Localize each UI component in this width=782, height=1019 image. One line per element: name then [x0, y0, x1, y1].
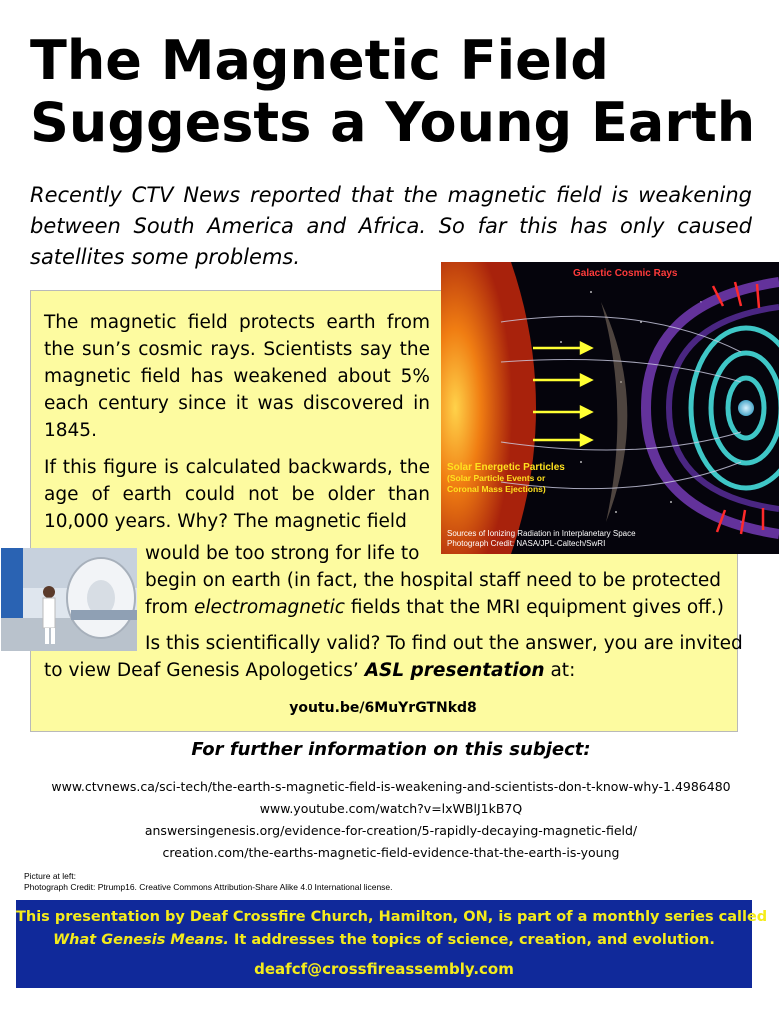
p2-line-3: from electromagnetic fields that the MRI equipment gives off.) — [145, 597, 725, 618]
image-caption-2: Photograph Credit: NASA/JPL-Caltech/SwRI — [447, 539, 606, 548]
credit-line-1: Picture at left: — [24, 871, 76, 881]
footer-line-2: What Genesis Means. It addresses the topics of science, creation, and evolution. — [53, 932, 715, 948]
asl-presentation-emphasis: ASL presentation — [364, 660, 545, 681]
further-info-heading: For further information on this subject: — [191, 739, 591, 760]
reference-link[interactable]: www.ctvnews.ca/sci-tech/the-earth-s-magnetic-field-is-weakening-and-scientists-don-t-know-why-1.4986480 — [51, 779, 731, 794]
footer-banner — [16, 900, 768, 988]
title-line-1: The Magnetic Field — [30, 29, 609, 92]
reference-link[interactable]: www.youtube.com/watch?v=lxWBlJ1kB7Q — [259, 801, 523, 816]
box-paragraph-3 — [44, 630, 744, 684]
cosmic-rays-image — [441, 262, 779, 554]
photo-credit — [24, 871, 393, 893]
footer-line-1: This presentation by Deaf Crossfire Church, Hamilton, ON, is part of a monthly series called — [16, 909, 768, 925]
title-line-2: Suggests a Young Earth — [30, 91, 756, 154]
youtube-link[interactable]: youtu.be/6MuYrGTNkd8 — [289, 700, 477, 716]
image-label-2: (Solar Particle Events or — [447, 473, 546, 483]
reference-links — [0, 776, 782, 864]
p3-line-2: to view Deaf Genesis Apologetics’ ASL presentation at: — [44, 660, 576, 681]
image-label-3: Coronal Mass Ejections) — [447, 484, 546, 494]
p3-line-1: Is this scientifically valid? To find out the answer, you are invited — [145, 633, 743, 654]
image-title: Galactic Cosmic Rays — [573, 268, 678, 279]
footer-email[interactable]: deafcf@crossfireassembly.com — [254, 960, 514, 978]
mri-photo — [1, 548, 137, 651]
intro-paragraph: Recently CTV News reported that the magnetic field is weakening between South America and Africa. So far this has only caused satellites some problems. — [30, 183, 752, 269]
reference-link[interactable]: answersingenesis.org/evidence-for-creation/5-rapidly-decaying-magnetic-field/ — [144, 823, 638, 838]
box-paragraph-2: If this figure is calculated backwards, the age of earth could not be older than 10,000 years. Why? The magnetic field — [44, 457, 430, 532]
box-paragraph-1: The magnetic field protects earth from the sun’s cosmic rays. Scientists say the magnetic field has weakened about 5% each century since it was discovered in 1845. — [44, 312, 430, 441]
p2-line-1: would be too strong for life to — [145, 543, 420, 564]
reference-link[interactable]: creation.com/the-earths-magnetic-field-evidence-that-the-earth-is-young — [162, 845, 620, 860]
p2-line-2: begin on earth (in fact, the hospital staff need to be protected — [145, 570, 722, 591]
image-caption-1: Sources of Ionizing Radiation in Interplanetary Space — [447, 529, 636, 538]
credit-line-2: Photograph Credit: Ptrump16. Creative Commons Attribution-Share Alike 4.0 International license. — [24, 882, 393, 892]
page-title — [30, 30, 760, 154]
image-label-1: Solar Energetic Particles — [447, 462, 565, 473]
